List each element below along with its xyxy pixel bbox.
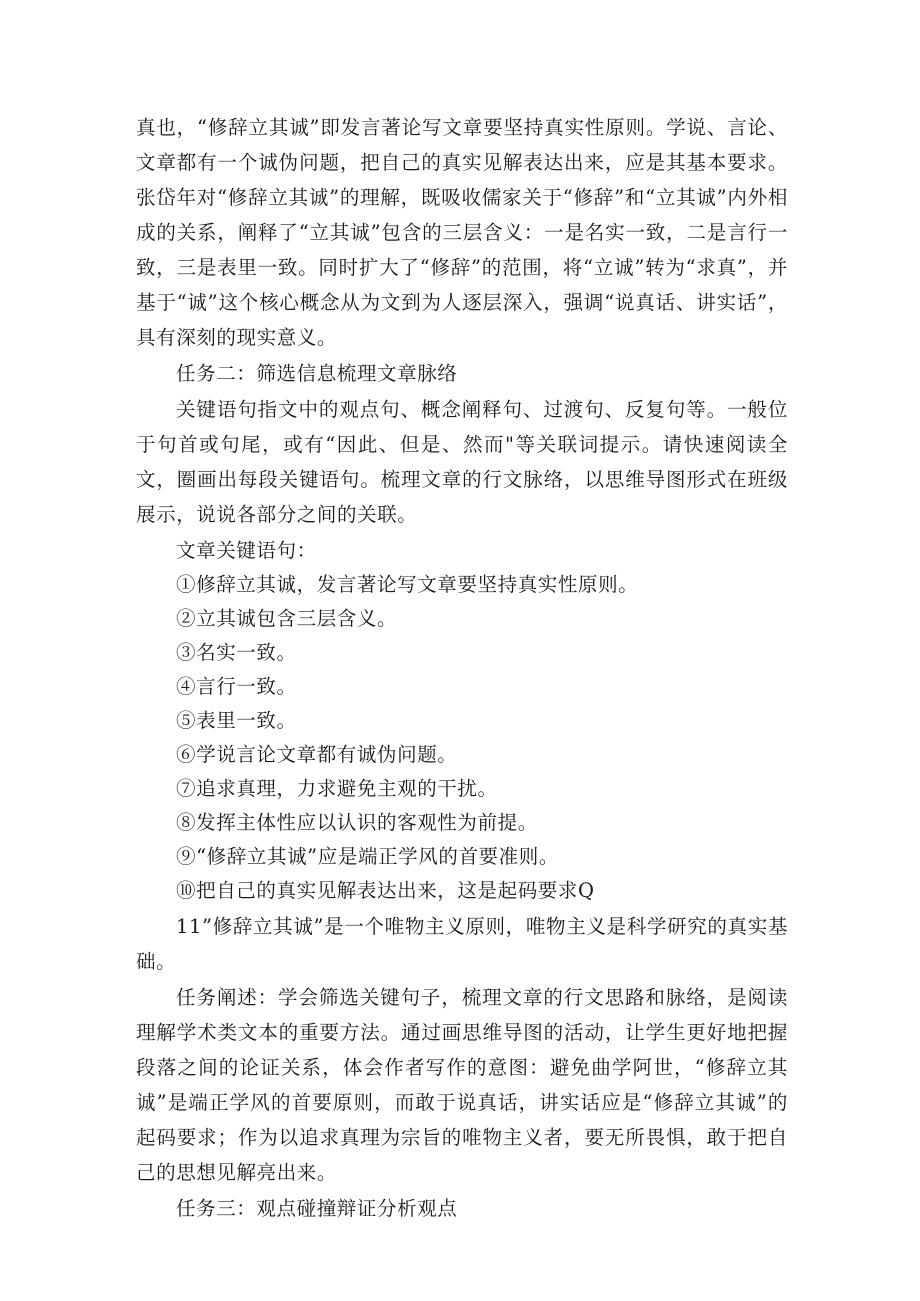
document-body (136, 110, 788, 1226)
task2-heading: 任务二：筛选信息梳理文章脉络 (176, 362, 458, 385)
key-sentences-list (136, 568, 788, 908)
paragraph-item-11: 11”修辞立其诚”是一个唯物主义原则，唯物主义是科学研究的真实基础。 (136, 915, 788, 973)
paragraph-task-explanation: 任务阐述：学会筛选关键句子，梳理文章的行文思路和脉络，是阅读理解学术类文本的重要方法。通过画思维导图的活动，让学生更好地把握段落之间的论证关系，体会作者写作的意图：避免曲学阿世，“修辞立其诚”是端正学风的首要原则，而敢于说真话，讲实话应是“修辞立其诚”的起码要求；作为以追求真理为宗旨的唯物主义者，要无所畏惧，敢于把自己的思想见解亮出来。 (136, 986, 788, 1184)
list-item: ⑦追求真理，力求避免主观的干扰。 (176, 777, 498, 800)
list-item: ⑥学说言论文章都有诚伪问题。 (176, 743, 458, 766)
list-item: ③名实一致。 (176, 641, 297, 664)
key-sentences-label: 文章关键语句： (176, 539, 317, 562)
list-item: ④言行一致。 (176, 675, 297, 698)
paragraph-intro: 真也，“修辞立其诚”即发言著论写文章要坚持真实性原则。学说、言论、文章都有一个诚伪问题，把自己的真实见解表达出来，应是其基本要求。张岱年对“修辞立其诚”的理解，既吸收儒家关于“修辞”和“立其诚”内外相成的关系，阐释了“立其诚”包含的三层含义：一是名实一致，二是言行一致，三是表里一致。同时扩大了“修辞”的范围，将“立诚”转为“求真”，并基于“诚”这个核心概念从为文到为人逐层深入，强调“说真话、讲实话”，具有深刻的现实意义。 (136, 116, 788, 349)
list-item: ⑨“修辞立其诚”应是端正学风的首要准则。 (176, 845, 559, 868)
list-item: ⑩把自己的真实见解表达出来，这是起码要求Q (176, 879, 595, 902)
list-item: ①修辞立其诚，发言著论写文章要坚持真实性原则。 (176, 573, 639, 596)
task3-heading: 任务三：观点碰撞辩证分析观点 (176, 1197, 458, 1220)
paragraph-task2-instructions: 关键语句指文中的观点句、概念阐释句、过渡句、反复句等。一般位于句首或句尾，或有“因此、但是、然而"等关联词提示。请快速阅读全文，圈画出每段关键语句。梳理文章的行文脉络，以思维导图形式在班级展示，说说各部分之间的关联。 (136, 398, 788, 526)
list-item: ⑤表里一致。 (176, 709, 297, 732)
list-item: ②立其诚包含三层含义。 (176, 607, 398, 630)
list-item: ⑧发挥主体性应以认识的客观性为前提。 (176, 811, 538, 834)
